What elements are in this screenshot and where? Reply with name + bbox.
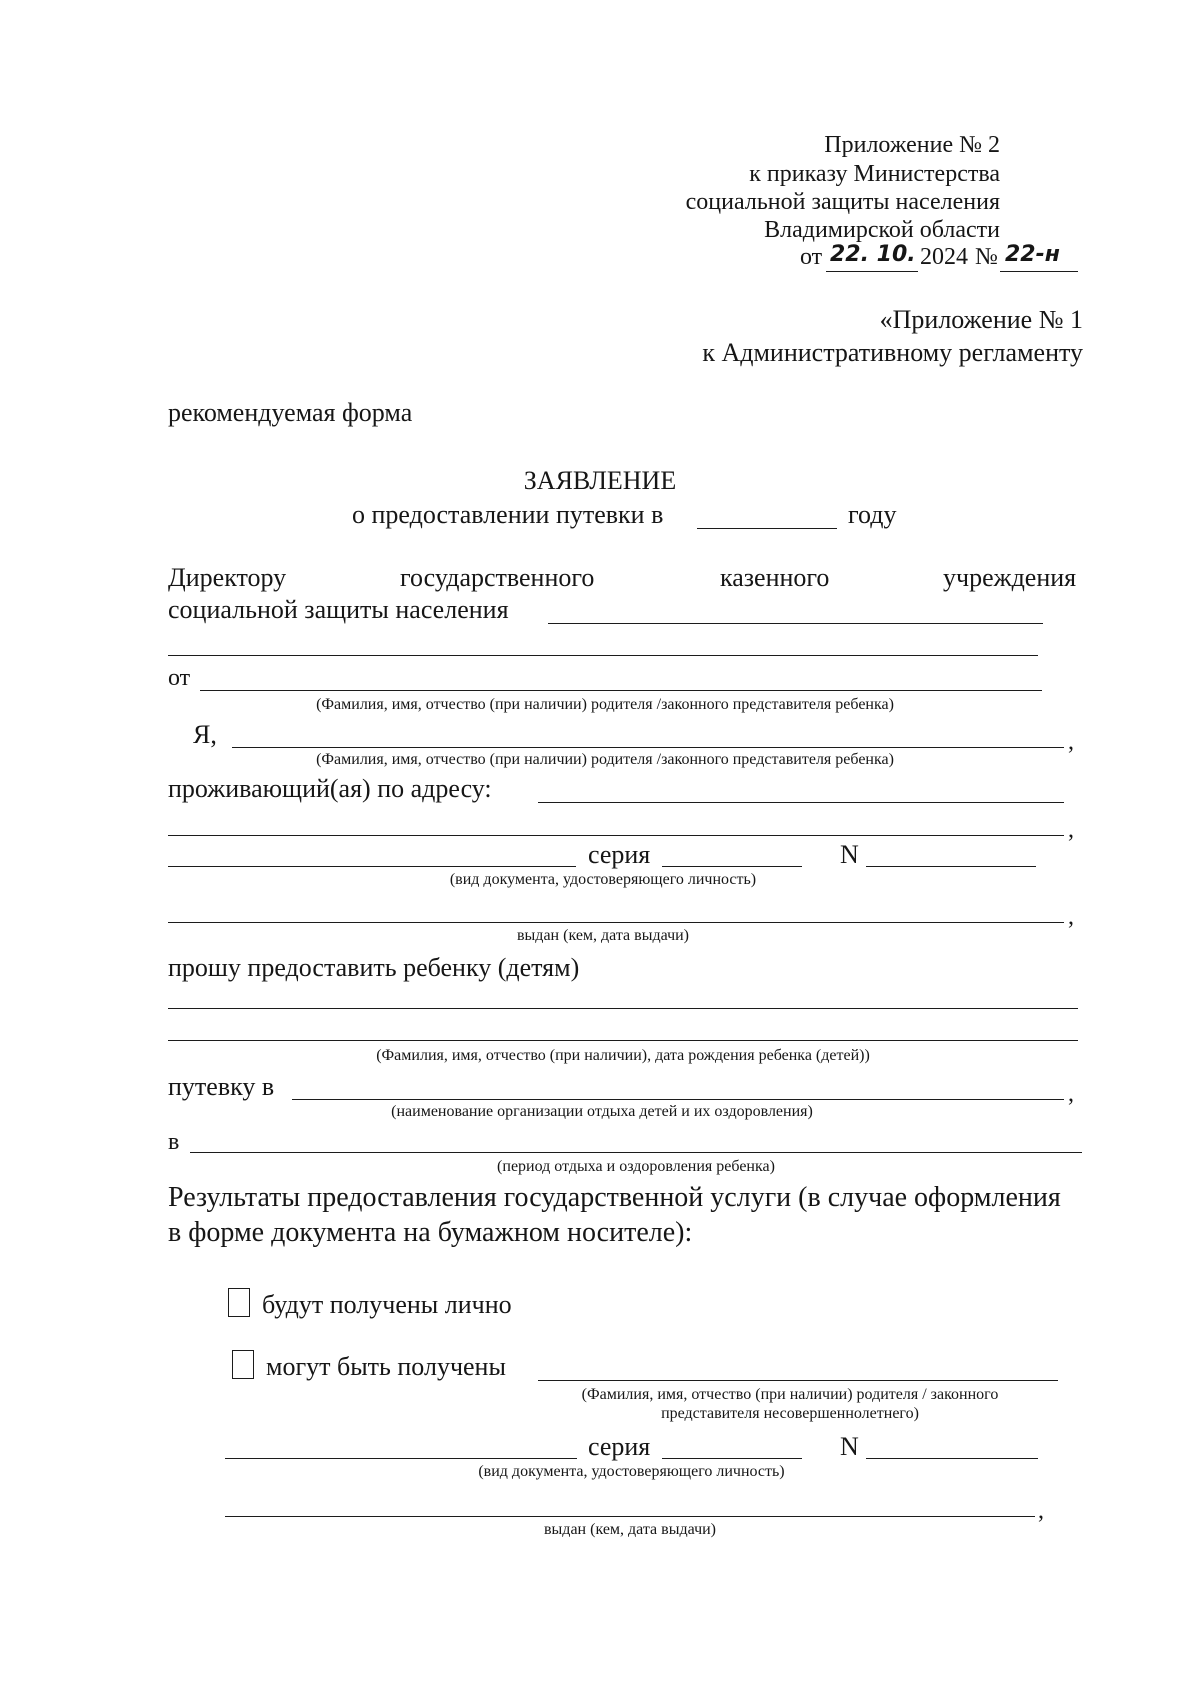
issued-by-line[interactable] <box>168 922 1064 923</box>
organization-line[interactable] <box>292 1099 1064 1100</box>
number-handwritten: 22-н <box>1005 242 1060 267</box>
series-label: серия <box>588 840 651 869</box>
document-number-line[interactable] <box>866 866 1036 867</box>
institution-name-line[interactable] <box>548 623 1043 624</box>
form-subtitle-start: о предоставлении путевки в <box>352 500 664 529</box>
address-line-1[interactable] <box>538 802 1064 803</box>
results-line-2: в форме документа на бумажном носителе): <box>168 1217 693 1248</box>
series-line[interactable] <box>662 866 802 867</box>
rep-number-label: N <box>840 1432 859 1461</box>
to-order-label: к приказу Министерства <box>749 161 1000 187</box>
rep-document-type-line[interactable] <box>225 1458 577 1459</box>
ministry-label: социальной защиты населения <box>685 189 1000 215</box>
period-hint: (период отдыха и оздоровления ребенка) <box>497 1158 775 1175</box>
form-title: ЗАЯВЛЕНИЕ <box>523 466 677 495</box>
rep-series-line[interactable] <box>662 1458 802 1459</box>
rep-document-number-line[interactable] <box>866 1458 1038 1459</box>
appendix-2-label: Приложение № 2 <box>824 132 1000 158</box>
comma-2: , <box>1068 817 1074 843</box>
comma-4: , <box>1068 1081 1074 1107</box>
form-subtitle-end: году <box>848 500 897 529</box>
address-line-2[interactable] <box>168 835 1064 836</box>
addressee-word-4: учреждения <box>943 563 1077 592</box>
rep-issued-by-hint: выдан (кем, дата выдачи) <box>544 1521 716 1538</box>
recommended-form-label: рекомендуемая форма <box>168 398 413 427</box>
personal-receipt-label: будут получены лично <box>262 1290 512 1319</box>
comma-3: , <box>1068 904 1074 930</box>
date-prefix: от <box>800 244 823 270</box>
region-label: Владимирской области <box>764 217 1000 243</box>
rep-issued-by-line[interactable] <box>225 1516 1035 1517</box>
representative-receipt-label: могут быть получены <box>266 1352 506 1381</box>
number-sign: № <box>975 244 998 270</box>
representative-name-line[interactable] <box>538 1380 1058 1381</box>
child-name-line-1[interactable] <box>168 1008 1078 1009</box>
organization-hint: (наименование организации отдыха детей и их оздоровления) <box>391 1103 813 1120</box>
in-label: в <box>168 1129 180 1155</box>
rep-series-label: серия <box>588 1432 651 1461</box>
rep-document-type-hint: (вид документа, удостоверяющего личность) <box>478 1463 785 1480</box>
request-label: прошу предоставить ребенку (детям) <box>168 953 580 982</box>
addressee-word-1: Директору <box>168 563 287 592</box>
addressee-word-2: государственного <box>400 563 595 592</box>
applicant-from-line[interactable] <box>200 690 1042 691</box>
number-label: N <box>840 840 859 869</box>
voucher-label: путевку в <box>168 1072 275 1101</box>
addressee-word-3: казенного <box>720 563 830 592</box>
order-year: 2024 <box>920 244 968 270</box>
representative-hint-2: представителя несовершеннолетнего) <box>661 1405 919 1422</box>
document-type-hint: (вид документа, удостоверяющего личность) <box>449 871 757 888</box>
parent-name-hint-2: (Фамилия, имя, отчество (при наличии) родителя /законного представителя ребенка) <box>316 751 894 768</box>
date-handwritten: 22. 10. <box>830 242 916 267</box>
document-type-line[interactable] <box>168 866 576 867</box>
i-label: Я, <box>193 720 217 749</box>
year-blank-line[interactable] <box>697 528 837 529</box>
addressee-line-2: социальной защиты населения <box>168 595 509 624</box>
results-line-1: Результаты предоставления государственной услуги (в случае оформления <box>168 1182 1061 1213</box>
institution-name-line-2[interactable] <box>168 655 1038 656</box>
child-name-line-2[interactable] <box>168 1040 1078 1041</box>
issued-by-hint: выдан (кем, дата выдачи) <box>517 927 689 944</box>
representative-receipt-checkbox[interactable] <box>232 1350 254 1379</box>
personal-receipt-checkbox[interactable] <box>228 1288 250 1317</box>
number-underline <box>1000 271 1078 272</box>
comma-5: , <box>1038 1498 1044 1524</box>
child-name-hint: (Фамилия, имя, отчество (при наличии), дата рождения ребенка (детей)) <box>376 1047 870 1064</box>
regulation-label: к Административному регламенту <box>702 338 1083 367</box>
address-label: проживающий(ая) по адресу: <box>168 774 492 803</box>
period-line[interactable] <box>190 1152 1082 1153</box>
applicant-name-line[interactable] <box>232 747 1064 748</box>
representative-hint-1: (Фамилия, имя, отчество (при наличии) родителя / законного <box>581 1386 999 1403</box>
from-label: от <box>168 665 191 691</box>
parent-name-hint: (Фамилия, имя, отчество (при наличии) родителя /законного представителя ребенка) <box>316 696 894 713</box>
date-underline <box>826 271 918 272</box>
comma-1: , <box>1068 729 1074 755</box>
appendix-1-label: «Приложение № 1 <box>879 305 1083 334</box>
